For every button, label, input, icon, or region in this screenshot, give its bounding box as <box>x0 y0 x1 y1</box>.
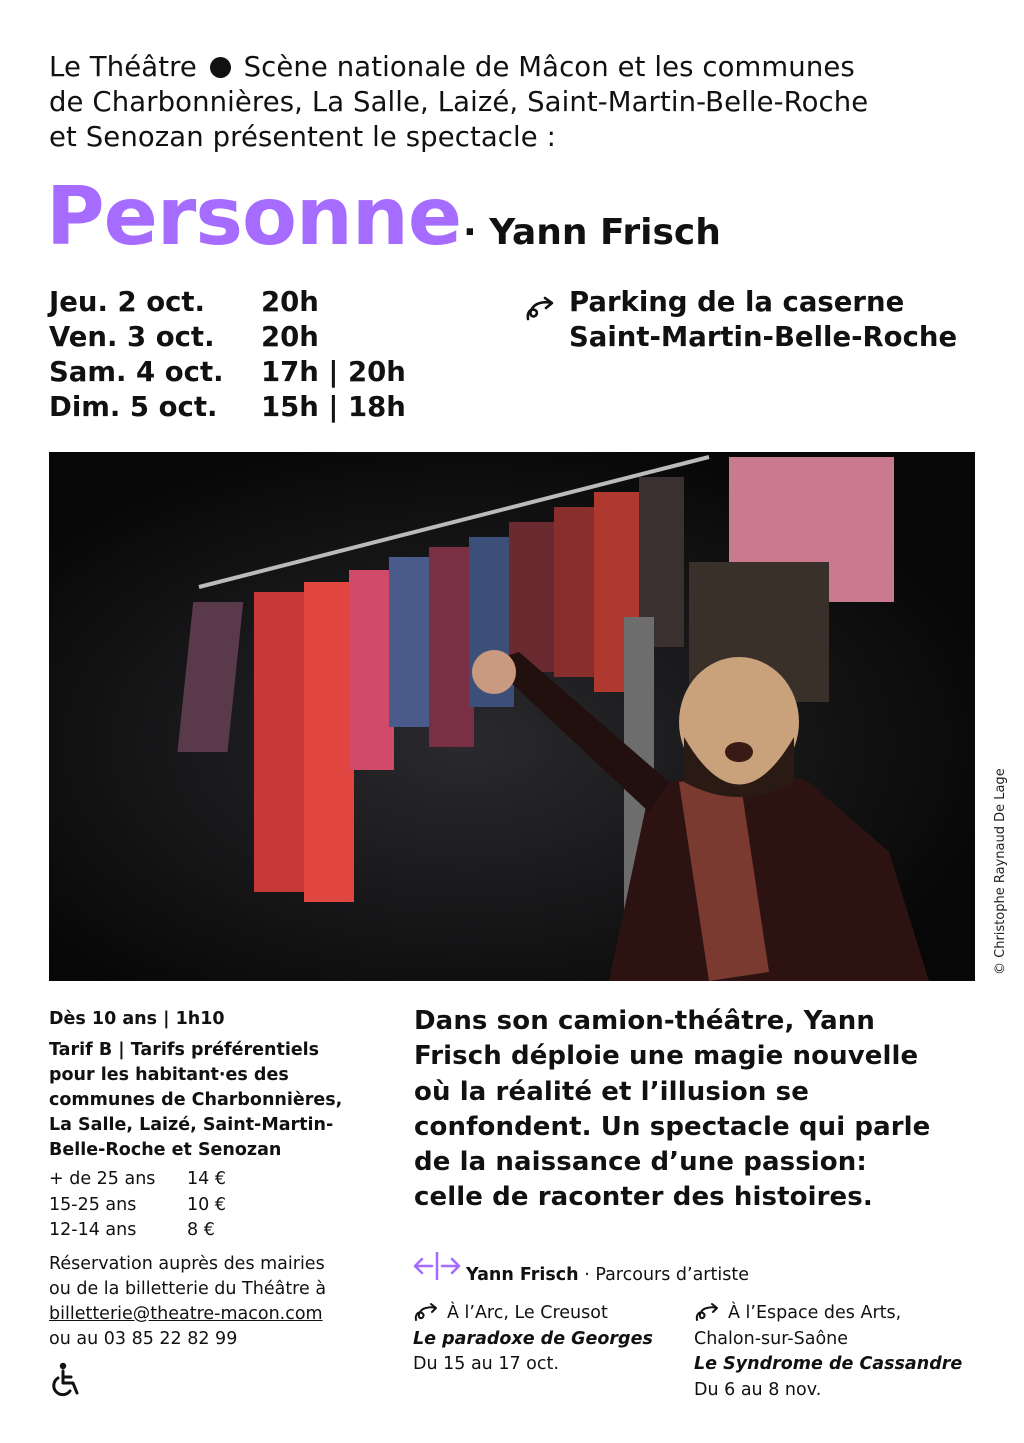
tarif-line: Belle-Roche et Senozan <box>49 1140 282 1160</box>
price-row: + de 25 ans 14 € <box>49 1169 226 1189</box>
reservation-line: ou de la billetterie du Théâtre à <box>49 1278 327 1299</box>
stop-dates: Du 6 au 8 nov. <box>694 1379 822 1400</box>
tarif-line: communes de Charbonnières, <box>49 1090 343 1110</box>
show-author: · Yann Frisch <box>463 212 721 253</box>
parcours-label: · Parcours d’artiste <box>584 1265 749 1285</box>
bullet-dot-icon <box>210 57 231 78</box>
email-link[interactable]: billetterie@theatre-macon.com <box>49 1303 323 1324</box>
photo-credit: © Christophe Raynaud De Lage <box>993 768 1008 975</box>
show-description: Dans son camion-théâtre, Yann Frisch déploie une magie nouvelle où la réalité et l’illusion se confondent. Un spectacle qui parle de la naissance d’une passion: celle de raconter des histoires. <box>414 1006 931 1213</box>
price-row: 15-25 ans 10 € <box>49 1194 226 1215</box>
parcours-stop: À l’Arc, Le Creusot Le paradoxe de Georges Du 15 au 17 oct. <box>413 1299 653 1378</box>
performance-photo <box>49 452 975 981</box>
curved-arrow-icon <box>694 1299 720 1323</box>
show-title: Personne <box>46 170 462 263</box>
price-row: 12-14 ans 8 € <box>49 1220 215 1240</box>
parcours-stop: À l’Espace des Arts, Chalon-sur-Saône Le Syndrome de Cassandre Du 6 au 8 nov. <box>694 1299 962 1403</box>
venue-line-1: Parking de la caserne <box>569 286 905 318</box>
practical-info <box>49 1007 379 1352</box>
stop-show-title: Le Syndrome de Cassandre <box>694 1354 963 1374</box>
intro-line-3: et Senozan présentent le spectacle : <box>49 121 556 153</box>
venue-line-2: Saint-Martin-Belle-Roche <box>569 321 958 353</box>
age-duration: Dès 10 ans | 1h10 <box>49 1009 225 1029</box>
stop-place-line-2: Chalon-sur-Saône <box>694 1328 849 1349</box>
intro-text <box>49 50 989 155</box>
reservation-line: Réservation auprès des mairies <box>49 1253 325 1274</box>
phone-line: ou au 03 85 22 82 99 <box>49 1328 238 1349</box>
curved-arrow-icon <box>524 292 556 324</box>
stop-dates: Du 15 au 17 oct. <box>413 1354 559 1374</box>
curved-arrow-icon <box>413 1299 439 1323</box>
tarif-line: pour les habitant·es des <box>49 1065 289 1085</box>
tarif-line: Tarif B | Tarifs préférentiels <box>49 1040 320 1060</box>
venue <box>569 285 957 355</box>
stop-show-title: Le paradoxe de Georges <box>413 1328 653 1349</box>
wheelchair-icon <box>48 1362 82 1398</box>
intro-line-1: Le Théâtre Scène nationale de Mâcon et les communes <box>49 51 855 83</box>
photo-illustration <box>49 452 975 981</box>
split-arrows-icon <box>412 1251 462 1281</box>
tarif-line: La Salle, Laizé, Saint-Martin- <box>49 1115 334 1135</box>
parcours-header <box>466 1263 749 1287</box>
parcours-artist: Yann Frisch <box>466 1265 579 1285</box>
intro-line-2: de Charbonnières, La Salle, Laizé, Saint-Martin-Belle-Roche <box>49 86 869 118</box>
